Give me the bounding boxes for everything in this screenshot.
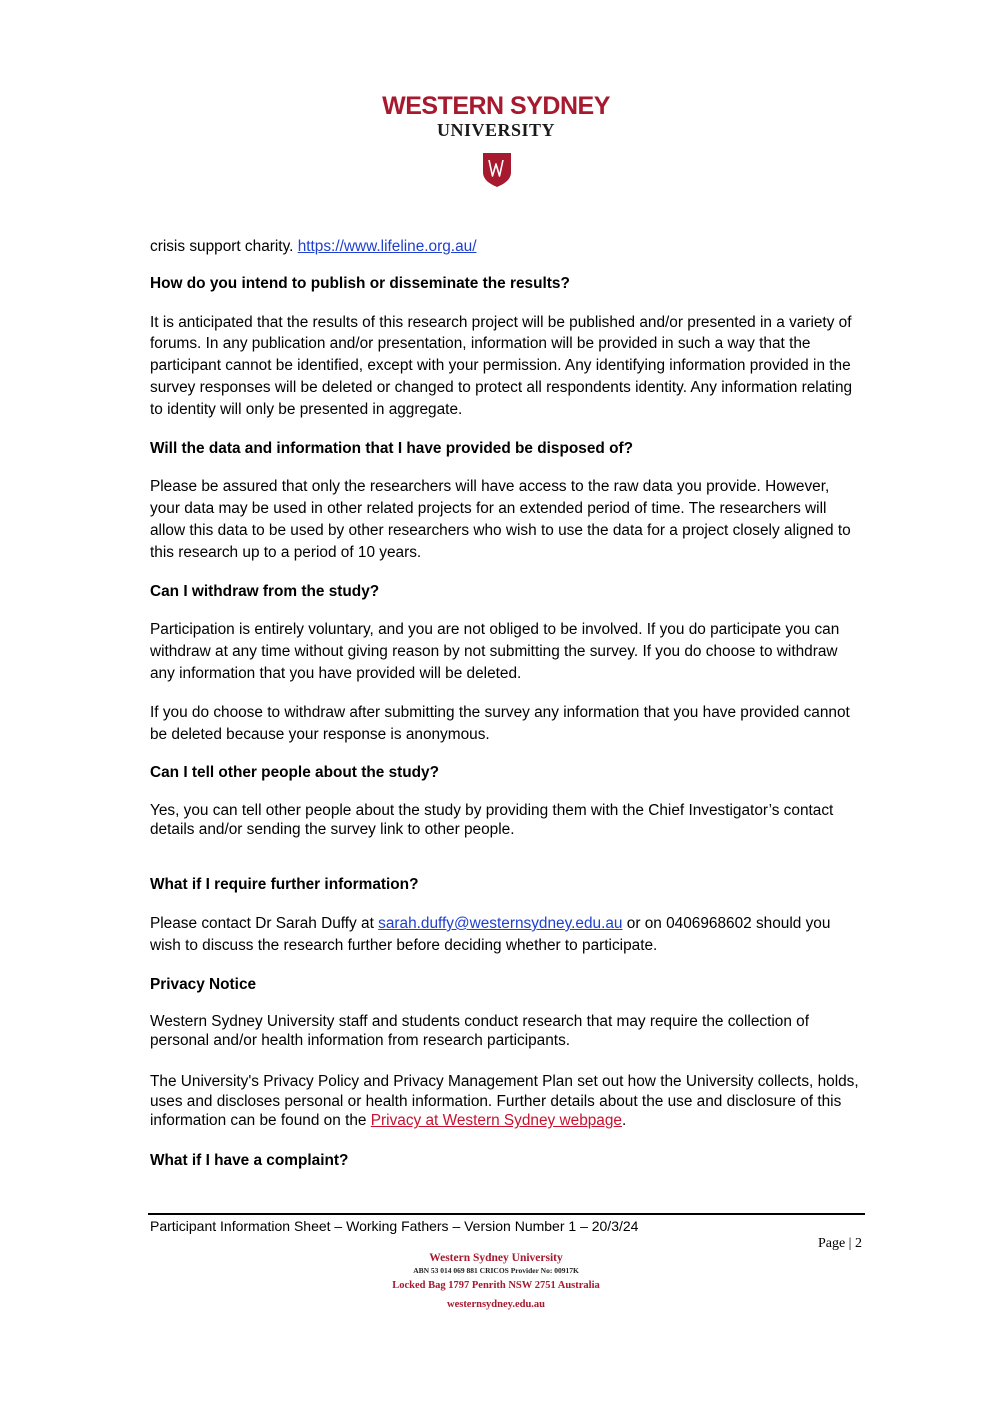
- privacy-text-before: The University's Privacy Policy and Privacy Management Plan set out how the University collects, holds, uses and discloses personal or health information. Further details about the use and disclosure of this information can be found on the: [150, 1073, 859, 1130]
- university-logo: [0, 92, 992, 140]
- para-privacy-2: [150, 1072, 862, 1131]
- para-publish: It is anticipated that the results of this research project will be published and/or presented in a variety of forums. In any publication and/or presentation, information will be provided in such a way that the participant cannot be identified, except with your permission. Any identifying information provided in the survey responses will be deleted or changed to protect all respondents identity. Any information relating to identity will only be presented in aggregate.: [150, 313, 853, 418]
- heading-further: What if I require further information?: [150, 876, 419, 894]
- privacy-webpage-link[interactable]: Privacy at Western Sydney webpage: [370, 1112, 622, 1130]
- footer-abn: ABN 53 014 069 881 CRICOS Provider No: 00917K: [413, 1266, 579, 1275]
- contact-email-link[interactable]: sarah.duffy@westernsydney.edu.au: [378, 914, 623, 932]
- footer-divider: [148, 1213, 865, 1215]
- heading-publish: How do you intend to publish or disseminate the results?: [150, 274, 570, 292]
- para-disposal: Please be assured that only the researchers will have access to the raw data you provide. However, your data may be used in other related projects for an extended period of time. The researchers will allow this data to be used by other researchers who wish to use the data for a project closely aligned to this research up to a period of 10 years.: [150, 478, 851, 561]
- footer-address: Locked Bag 1797 Penrith NSW 2751 Australia: [392, 1280, 600, 1291]
- para-withdraw-1: Participation is entirely voluntary, and you are not obliged to be involved. If you do participate you can withdraw at any time without giving reason by not submitting the survey. If you do choose to withdraw any information that you have provided will be deleted.: [150, 621, 840, 682]
- heading-tell: Can I tell other people about the study?: [150, 764, 440, 782]
- para-tell: Yes, you can tell other people about the study by providing them with the Chief Investigator’s contact details and/or sending the survey link to other people.: [150, 802, 834, 839]
- lifeline-link[interactable]: https://www.lifeline.org.au/: [297, 238, 477, 255]
- footer-org-name: Western Sydney University: [429, 1252, 563, 1264]
- heading-withdraw: Can I withdraw from the study?: [150, 582, 380, 600]
- para-privacy-1: Western Sydney University staff and students conduct research that may require the collection of personal and/or health information from research participants.: [150, 1013, 810, 1050]
- further-text-before: Please contact Dr Sarah Duffy at: [150, 914, 379, 932]
- heading-privacy: Privacy Notice: [150, 975, 257, 993]
- university-shield-icon: [482, 152, 512, 188]
- logo-wordmark-bottom: UNIVERSITY: [436, 120, 556, 140]
- para-withdraw-2: If you do choose to withdraw after submitting the survey any information that you have provided cannot be deleted because your response is anonymous.: [150, 703, 850, 743]
- intro-text: crisis support charity.: [150, 238, 298, 255]
- footer-website[interactable]: westernsydney.edu.au: [446, 1299, 545, 1310]
- page-number: Page | 2: [817, 1236, 862, 1251]
- intro-line: [150, 236, 862, 258]
- footer-doc-title: Participant Information Sheet – Working Fathers – Version Number 1 – 20/3/24: [150, 1218, 639, 1234]
- privacy-text-after: .: [622, 1112, 627, 1130]
- logo-wordmark-top: WESTERN SYDNEY: [382, 92, 610, 120]
- further-text-after: or on 0406968602 should you wish to discuss the research further before deciding whether to participate.: [150, 914, 831, 954]
- heading-disposal: Will the data and information that I have provided be disposed of?: [150, 439, 633, 457]
- document-body: [150, 236, 862, 1172]
- para-further: [150, 913, 862, 957]
- heading-complaint: What if I have a complaint?: [150, 1151, 349, 1169]
